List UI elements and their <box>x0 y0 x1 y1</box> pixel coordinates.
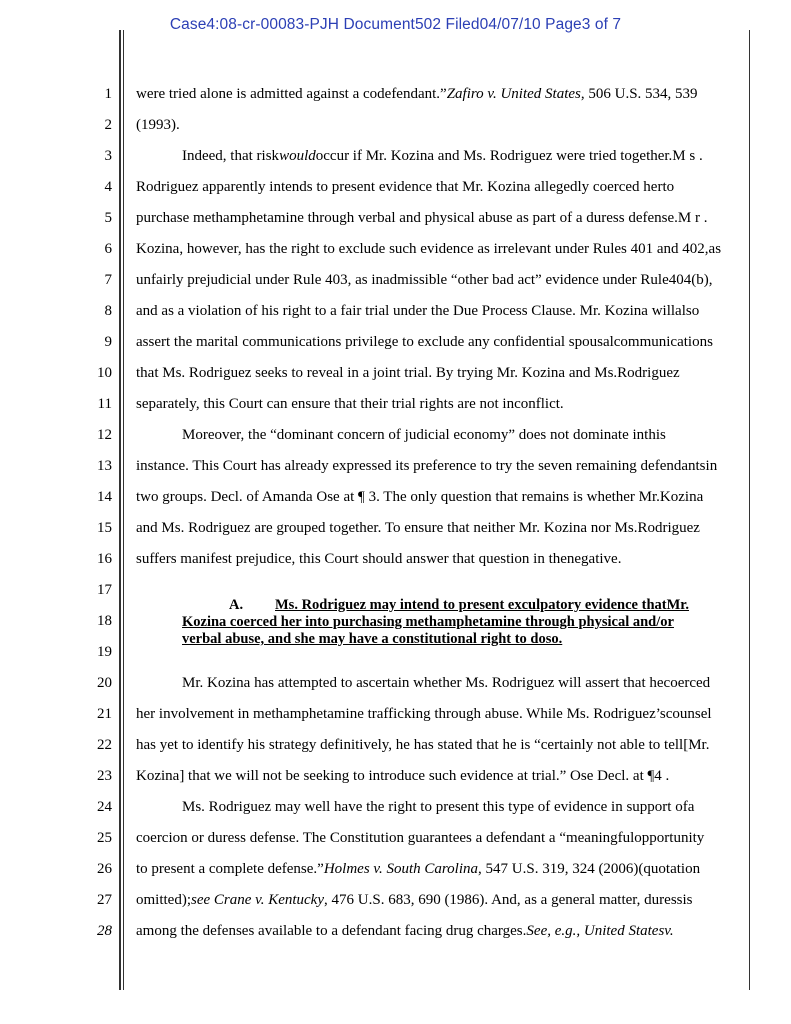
emphasis-text: would <box>279 148 316 164</box>
body-line-8: and as a violation of his right to a fair trial under the Due Process Clause. Mr. Kozina willalso <box>136 303 700 319</box>
filed-date-page: Filed04/07/10 Page3 of 7 <box>445 16 622 33</box>
line-number: 25 <box>97 830 112 846</box>
line-number: 27 <box>97 892 112 908</box>
section-heading-line-2: Kozina coerced her into purchasing methamphetamine through physical and/or <box>182 614 674 630</box>
body-line-6: Kozina, however, has the right to exclude such evidence as irrelevant under Rules 401 and 402,as <box>136 241 722 257</box>
line-number: 15 <box>97 520 112 536</box>
line-number: 28 <box>97 923 112 939</box>
line-number: 7 <box>104 272 112 288</box>
body-line-26: to present a complete defense.”Holmes v. South Carolina, 547 U.S. 319, 324 (2006)(quotation <box>136 861 701 877</box>
line-number: 21 <box>97 706 112 722</box>
case-citation: see Crane v. Kentucky <box>191 892 325 908</box>
line-number: 9 <box>104 334 112 350</box>
document-number: Document502 <box>343 16 442 33</box>
body-line-4: Rodriguez apparently intends to present evidence that Mr. Kozina allegedly coerced herto <box>136 179 675 195</box>
line-number: 2 <box>104 117 112 133</box>
section-letter: A. <box>229 597 244 613</box>
line-number: 13 <box>97 458 112 474</box>
line-number: 14 <box>97 489 112 505</box>
line-number: 6 <box>104 241 112 257</box>
line-number: 11 <box>97 396 112 412</box>
body-line-15: and Ms. Rodriguez are grouped together. To ensure that neither Mr. Kozina nor Ms.Rodriguez <box>136 520 700 536</box>
case-citation: Holmes v. South Carolina <box>323 861 479 877</box>
case-citation: Zafiro v. United States <box>446 86 581 102</box>
line-number: 8 <box>104 303 112 319</box>
body-line-2: (1993). <box>136 117 180 133</box>
body-line-12: Moreover, the “dominant concern of judicial economy” does not dominate inthis <box>182 427 666 443</box>
line-number: 22 <box>97 737 112 753</box>
body-line-14: two groups. Decl. of Amanda Ose at ¶ 3. The only question that remains is whether Mr.Kozina <box>136 489 704 505</box>
body-line-16: suffers manifest prejudice, this Court should answer that question in thenegative. <box>136 551 622 567</box>
body-line-20: Mr. Kozina has attempted to ascertain whether Ms. Rodriguez will assert that hecoerced <box>182 675 711 691</box>
line-number: 3 <box>104 148 112 164</box>
line-number: 18 <box>97 613 112 629</box>
line-number: 1 <box>104 86 112 102</box>
body-line-28: among the defenses available to a defendant facing drug charges.See, e.g., United Statesv. <box>136 923 674 939</box>
line-number: 20 <box>97 675 112 691</box>
body-line-9: assert the marital communications privilege to exclude any confidential spousalcommunications <box>136 334 713 350</box>
right-margin-rule <box>749 30 750 990</box>
line-number: 24 <box>97 799 112 815</box>
section-heading-line-3: verbal abuse, and she may have a constitutional right to doso. <box>182 631 563 647</box>
line-number: 19 <box>97 644 112 660</box>
body-line-27: omitted);see Crane v. Kentucky, 476 U.S. 683, 690 (1986). And, as a general matter, duressis <box>136 892 693 908</box>
case-citation: See, e.g., United Statesv. <box>526 923 674 939</box>
body-line-3: Indeed, that riskwouldoccur if Mr. Kozina and Ms. Rodriguez were tried together.M s . <box>182 148 703 164</box>
left-margin-rule-outer <box>119 30 121 990</box>
left-margin-rule-inner <box>123 30 124 990</box>
body-line-25: coercion or duress defense. The Constitution guarantees a defendant a “meaningfulopportunity <box>136 830 705 846</box>
body-line-23: Kozina] that we will not be seeking to introduce such evidence at trial.” Ose Decl. at ¶4 . <box>136 768 670 784</box>
body-line-24: Ms. Rodriguez may well have the right to present this type of evidence in support ofa <box>182 799 695 815</box>
line-number: 4 <box>104 179 112 195</box>
body-line-11: separately, this Court can ensure that their trial rights are not inconflict. <box>136 396 564 412</box>
body-line-5: purchase methamphetamine through verbal and physical abuse as part of a duress defense.M r . <box>136 210 708 226</box>
body-line-22: has yet to identify his strategy definitively, he has stated that he is “certainly not able to tell[Mr. <box>136 737 710 753</box>
line-number: 23 <box>97 768 112 784</box>
line-number: 26 <box>97 861 112 877</box>
line-number: 17 <box>97 582 112 598</box>
line-number: 12 <box>97 427 112 443</box>
body-line-13: instance. This Court has already expressed its preference to try the seven remaining defendantsin <box>136 458 718 474</box>
line-number: 5 <box>104 210 112 226</box>
body-line-21: her involvement in methamphetamine trafficking through abuse. While Ms. Rodriguez’scounsel <box>136 706 712 722</box>
section-heading-line-1: Ms. Rodriguez may intend to present exculpatory evidence thatMr. <box>275 597 690 613</box>
case-number: Case4:08-cr-00083-PJH <box>169 16 340 33</box>
body-line-7: unfairly prejudicial under Rule 403, as inadmissible “other bad act” evidence under Rule404(b), <box>136 272 713 288</box>
line-number: 16 <box>97 551 112 567</box>
body-line-1: were tried alone is admitted against a codefendant.”Zafiro v. United States, 506 U.S. 534, 539 <box>136 86 698 102</box>
body-line-10: that Ms. Rodriguez seeks to reveal in a joint trial. By trying Mr. Kozina and Ms.Rodriguez <box>136 365 680 381</box>
line-number: 10 <box>97 365 112 381</box>
